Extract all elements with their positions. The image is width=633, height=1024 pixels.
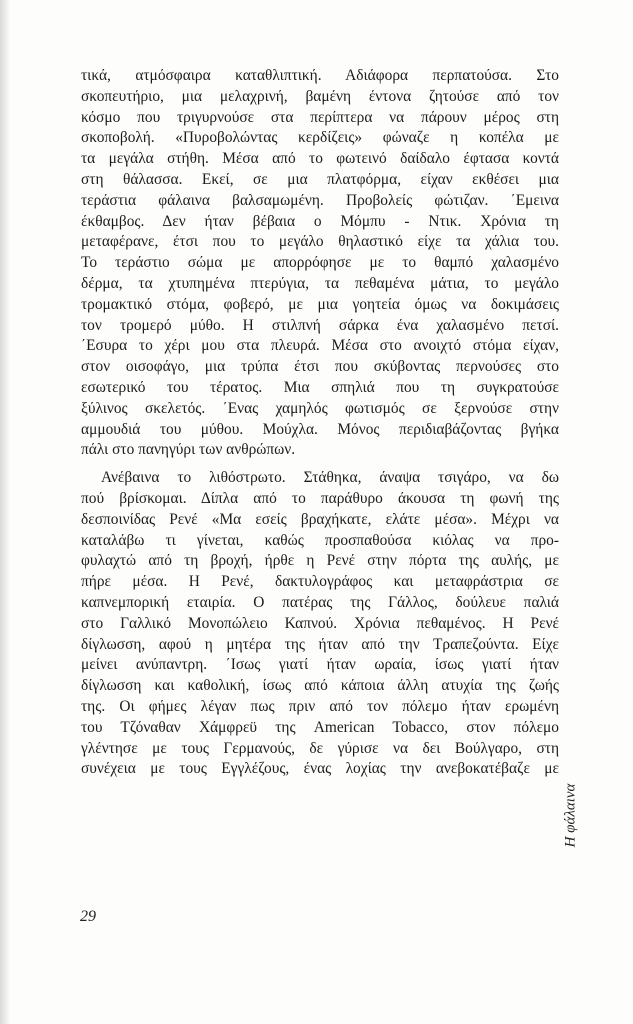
text-line: τεράστια φάλαινα βαλσαμωμένη. Προβολείς φώτιζαν. ΄Εμεινα [81,191,559,209]
text-line: της. Οι φήμες λέγαν πως πριν από τον πόλεμο ήταν ερωμένη [81,697,559,715]
running-title [558,760,584,870]
page-number: 29 [80,908,96,925]
text-line: δίγλωσση και καθολική, ίσως από κάποια άλλη ατυχία της ζωής [81,677,559,695]
text-line: πήρε μέσα. Η Ρενέ, δακτυλογράφος και μεταφράστρια σε [81,573,559,591]
text-line: φυλαχτώ από τη βροχή, ήρθε η Ρενέ στην πόρτα της αυλής, με [81,552,559,570]
text-line: καπνεμπορική εταιρία. Ο πατέρας της Γάλλος, δούλευε παλιά [81,593,559,611]
text-line: τα μεγάλα στήθη. Μέσα από το φωτεινό δαίδαλο έφτασα κοντά [81,150,559,168]
text-line: μεταφέρανε, έτσι που το μεγάλο θηλαστικό είχε τα χάλια του. [81,233,559,251]
text-line: δέρμα, τα χτυπημένα πτερύγια, τα πεθαμένα μάτια, το μεγάλο [81,274,559,292]
text-line: στον οισοφάγο, μια τρύπα έτσι που σκύβοντας περνούσες στο [81,358,559,376]
paragraph-1 [81,66,559,461]
text-line: τικά, ατμόσφαιρα καταθλιπτική. Αδιάφορα περπατούσα. Στο [81,67,559,84]
text-line: εσωτερικό του τέρατος. Μια σπηλιά που τη συγκρατούσε [81,378,559,396]
text-line: τρομακτικό στόμα, φοβερό, με μια γοητεία όμως να δοκιμάσεις [81,295,559,313]
paragraph-2 [81,468,559,780]
text-line: τον τρομερό μύθο. Η στιλπνή σάρκα ένα χαλασμένο πετσί. [81,316,559,334]
text-line: γλέντησε με τους Γερμανούς, δε γύρισε να δει Βούλγαρο, στη [81,739,559,757]
text-line: πού βρίσκομαι. Δίπλα από το παράθυρο άκουσα τη φωνή της [81,489,559,507]
text-line: ΄Εσυρα το χέρι μου στα πλευρά. Μέσα στο ανοιχτό στόμα είχαν, [81,337,559,355]
text-line: σκοποβολή. «Πυροβολώντας κερδίζεις» φώναζε η κοπέλα με [81,129,559,147]
text-line: κόσμο που τριγυρνούσε στα περίπτερα να πάρουν μέρος στη [81,108,559,126]
text-line: πάλι στο πανηγύρι των ανθρώπων. [81,441,296,459]
text-line: καταλάβω τι γίνεται, καθώς προσπαθούσα κιόλας να προ- [81,531,559,549]
text-line: μείνει ανύπαντρη. ΄Ισως γιατί ήταν ωραία, ίσως γιατί ήταν [81,656,559,674]
text-line: του Τζόναθαν Χάμφρεϋ της American Tobacco, στον πόλεμο [81,718,559,736]
text-line: Το τεράστιο σώμα με απορρόφησε με το θαμπό χαλασμένο [81,254,559,272]
spine-shadow [0,0,10,1024]
body-text [81,66,559,780]
text-line: στο Γαλλικό Μονοπώλειο Καπνού. Χρόνια πεθαμένος. Η Ρενέ [81,614,559,632]
text-line: συνέχεια με τους Εγγλέζους, ένας λοχίας την ανεβοκατέβαζε με [81,760,559,778]
text-line: στη θάλασσα. Εκεί, σε μια πλατφόρμα, είχαν εκθέσει μια [81,170,559,188]
text-line: Ανέβαινα το λιθόστρωτο. Στάθηκα, άναψα τσιγάρο, να δω [101,469,559,487]
text-line: ξύλινος σκελετός. ΄Ενας χαμηλός φωτισμός σε ξερνούσε στην [81,399,559,417]
text-line: δίγλωσση, αφού η μητέρα της ήταν από την Τραπεζούντα. Είχε [81,635,559,653]
text-line: δεσποινίδας Ρενέ «Μα εσείς βραχήκατε, ελάτε μέσα». Μέχρι να [81,510,559,528]
text-line: αμμουδιά του μύθου. Μούχλα. Μόνος περιδιαβάζοντας βγήκα [81,420,559,438]
text-line: έκθαμβος. Δεν ήταν βέβαια ο Μόμπυ - Ντικ. Χρόνια τη [81,212,559,230]
running-title-text: Η φάλαινα [562,783,579,847]
text-line: σκοπευτήριο, μια μελαχρινή, βαμένη έντονα ζητούσε από τον [81,87,559,105]
